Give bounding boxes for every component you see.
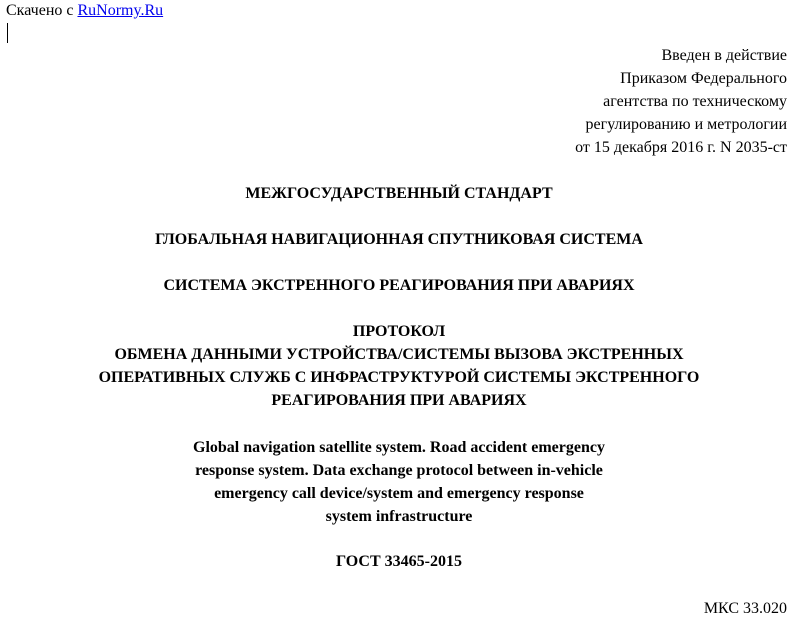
source-prefix: Скачено с [6,2,74,19]
english-title-line: Global navigation satellite system. Road accident emergency [193,439,605,456]
protocol-title-line: РЕАГИРОВАНИЯ ПРИ АВАРИЯХ [271,392,527,409]
source-link[interactable]: RuNormy.Ru [77,2,164,19]
glonass-heading: ГЛОБАЛЬНАЯ НАВИГАЦИОННАЯ СПУТНИКОВАЯ СИСТЕМА [155,231,643,248]
english-title-line: response system. Data exchange protocol between in-vehicle [195,462,603,479]
mks-code: МКС 33.020 [703,600,787,617]
approval-line: Приказом Федерального [620,70,787,87]
standard-type-heading: МЕЖГОСУДАРСТВЕННЫЙ СТАНДАРТ [245,185,553,202]
english-title-line: emergency call device/system and emergency response [214,485,584,502]
approval-line: регулированию и метрологии [585,116,787,133]
text-cursor [7,23,8,43]
protocol-title-line: ПРОТОКОЛ [352,323,446,340]
approval-line: Введен в действие [661,47,787,64]
protocol-title [0,320,790,412]
protocol-title-line: ОПЕРАТИВНЫХ СЛУЖБ С ИНФРАСТРУКТУРОЙ СИСТЕМЫ ЭКСТРЕННОГО [98,369,700,386]
english-title [0,436,790,528]
approval-line: от 15 декабря 2016 г. N 2035-ст [575,139,787,156]
protocol-title-line: ОБМЕНА ДАННЫМИ УСТРОЙСТВА/СИСТЕМЫ ВЫЗОВА ЭКСТРЕННЫХ [114,346,684,363]
era-system-heading: СИСТЕМА ЭКСТРЕННОГО РЕАГИРОВАНИЯ ПРИ АВАРИЯХ [163,277,635,294]
approval-line: агентства по техническому [603,93,787,110]
gost-number: ГОСТ 33465-2015 [336,553,462,570]
english-title-line: system infrastructure [325,508,473,525]
approval-block [575,44,787,159]
source-line [6,1,163,21]
